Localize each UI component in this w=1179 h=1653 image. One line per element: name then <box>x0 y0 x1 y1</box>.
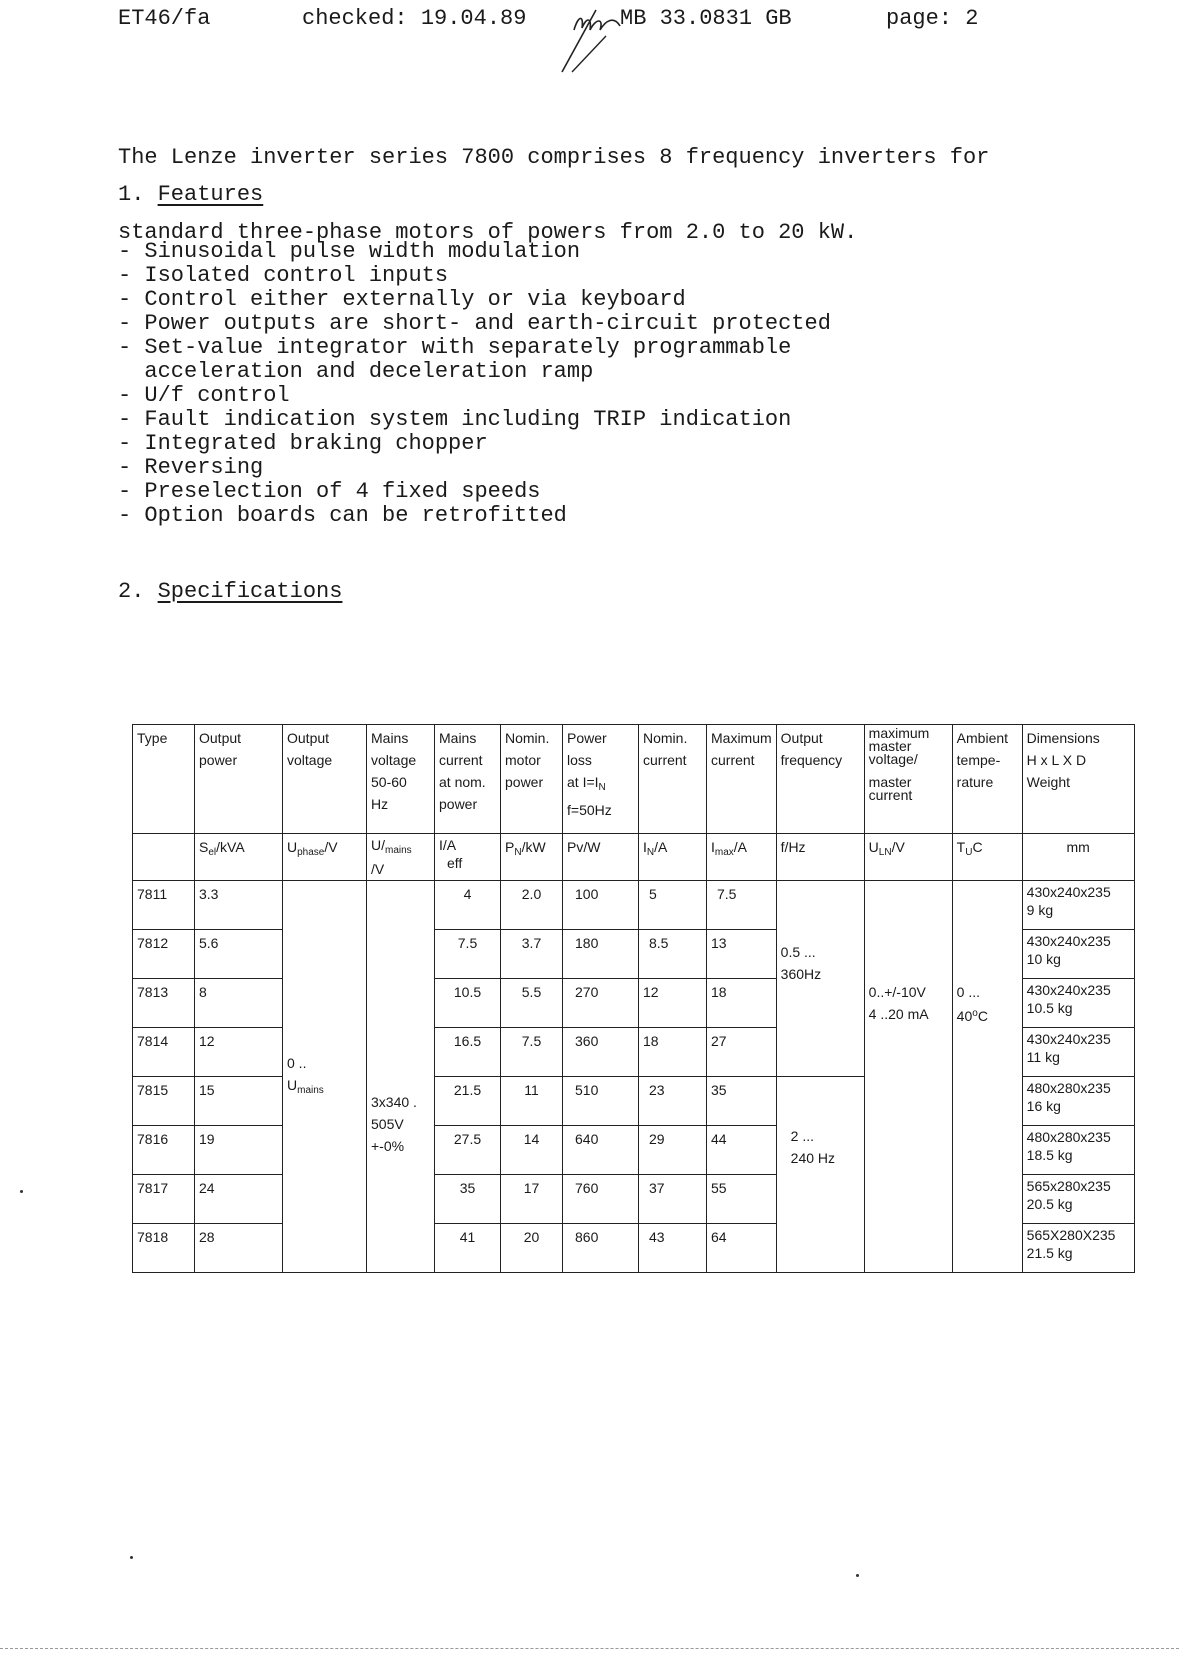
list-item: - Preselection of 4 fixed speeds <box>118 479 541 504</box>
cell-mains-current: 21.5 <box>435 1077 501 1126</box>
cell-dimensions: 565X280X235 21.5 kg <box>1022 1224 1134 1273</box>
cell-output-power: 3.3 <box>195 881 283 930</box>
cell-dimensions: 430x240x235 10 kg <box>1022 930 1134 979</box>
cell-dimensions: 430x240x235 10.5 kg <box>1022 979 1134 1028</box>
checked-date: checked: 19.04.89 <box>302 6 527 31</box>
cell-maximum-current: 7.5 <box>707 881 777 930</box>
cell-maximum-current: 64 <box>707 1224 777 1273</box>
cell-motor-power: 14 <box>501 1126 563 1175</box>
cell-master-voltage-merged: 0..+/-10V 4 ..20 mA <box>864 881 952 1273</box>
cell-mains-current: 16.5 <box>435 1028 501 1077</box>
features-list <box>118 240 831 528</box>
cell-output-voltage-merged: 0 .. $U_{mains}$ <box>283 881 367 1273</box>
table-row <box>133 881 1135 930</box>
cell-motor-power: 2.0 <box>501 881 563 930</box>
cell-type: 7811 <box>133 881 195 930</box>
list-item: - Power outputs are short- and earth-circuit protected <box>118 311 831 336</box>
page-number: page: 2 <box>886 6 979 31</box>
cell-nominal-current: 23 <box>639 1077 707 1126</box>
cell-nominal-current: 12 <box>639 979 707 1028</box>
cell-mains-current: 7.5 <box>435 930 501 979</box>
list-item: - U/f control <box>118 383 290 408</box>
unit-power-loss: Pv/W <box>563 834 639 881</box>
unit-mains-voltage: $U/_{mains}$ /V <box>367 834 435 881</box>
cell-power-loss: 270 <box>563 979 639 1028</box>
header-type: Type <box>133 725 195 834</box>
list-item: - Option boards can be retrofitted <box>118 503 567 528</box>
cell-type: 7814 <box>133 1028 195 1077</box>
unit-master-voltage: $U_{LN}/V$ <box>864 834 952 881</box>
table-units-row <box>133 834 1135 881</box>
cell-mains-current: 4 <box>435 881 501 930</box>
cell-output-power: 19 <box>195 1126 283 1175</box>
cell-type: 7817 <box>133 1175 195 1224</box>
unit-mains-current: I/A eff <box>435 834 501 881</box>
header-power-loss: Power loss at $I=I_N$ f=50Hz <box>563 725 639 834</box>
cell-output-frequency-low: 0.5 ... 360Hz <box>776 881 864 1077</box>
list-item: - Set-value integrator with separately programmable <box>118 335 792 360</box>
cell-type: 7813 <box>133 979 195 1028</box>
specifications-title: Specifications <box>157 579 343 604</box>
cell-type: 7816 <box>133 1126 195 1175</box>
cell-maximum-current: 55 <box>707 1175 777 1224</box>
cell-maximum-current: 27 <box>707 1028 777 1077</box>
header-ambient-temperature: Ambient tempe- rature <box>952 725 1022 834</box>
cell-mains-current: 27.5 <box>435 1126 501 1175</box>
cell-output-frequency-high: 2 ... 240 Hz <box>776 1077 864 1273</box>
scan-speck <box>20 1190 23 1193</box>
unit-output-voltage: $U_{phase}/V$ <box>283 834 367 881</box>
specifications-heading <box>118 579 342 604</box>
intro-line-1: The Lenze inverter series 7800 comprises 8 frequency inverters for <box>118 145 990 170</box>
cell-nominal-current: 43 <box>639 1224 707 1273</box>
cell-mains-current: 35 <box>435 1175 501 1224</box>
cell-dimensions: 480x280x235 16 kg <box>1022 1077 1134 1126</box>
cell-output-power: 24 <box>195 1175 283 1224</box>
unit-ambient-temperature: $T_UC$ <box>952 834 1022 881</box>
header-master-voltage: maximum master voltage/ master current <box>864 725 952 834</box>
cell-nominal-current: 29 <box>639 1126 707 1175</box>
cell-type: 7812 <box>133 930 195 979</box>
document-reference: MB 33.0831 GB <box>620 6 792 31</box>
unit-output-power: $S_{el}$/kVA <box>195 834 283 881</box>
unit-type <box>133 834 195 881</box>
list-item: acceleration and deceleration ramp <box>118 359 594 384</box>
cell-dimensions: 565x280x235 20.5 kg <box>1022 1175 1134 1224</box>
header-maximum-current: Maximum current <box>707 725 777 834</box>
cell-dimensions: 480x280x235 18.5 kg <box>1022 1126 1134 1175</box>
cell-mains-voltage-merged: 3x340 . 505V +-0% <box>367 881 435 1273</box>
cell-motor-power: 3.7 <box>501 930 563 979</box>
cell-motor-power: 7.5 <box>501 1028 563 1077</box>
specifications-number: 2. <box>118 579 145 604</box>
cell-nominal-current: 18 <box>639 1028 707 1077</box>
cell-maximum-current: 35 <box>707 1077 777 1126</box>
cell-nominal-current: 8.5 <box>639 930 707 979</box>
header-motor-power: Nomin. motor power <box>501 725 563 834</box>
cell-output-power: 5.6 <box>195 930 283 979</box>
features-title: Features <box>157 182 264 207</box>
list-item: - Isolated control inputs <box>118 263 449 288</box>
specifications-table <box>132 724 1135 1273</box>
unit-maximum-current: $I_{max}/A$ <box>707 834 777 881</box>
unit-dimensions: mm <box>1022 834 1134 881</box>
cell-output-power: 15 <box>195 1077 283 1126</box>
cell-motor-power: 20 <box>501 1224 563 1273</box>
cell-motor-power: 11 <box>501 1077 563 1126</box>
unit-motor-power: $P_N/kW$ <box>501 834 563 881</box>
cell-mains-current: 10.5 <box>435 979 501 1028</box>
features-heading <box>118 182 263 207</box>
cell-power-loss: 860 <box>563 1224 639 1273</box>
cell-nominal-current: 5 <box>639 881 707 930</box>
cell-ambient-temperature-merged: 0 ... 40$^o$C <box>952 881 1022 1273</box>
cell-power-loss: 760 <box>563 1175 639 1224</box>
scan-speck <box>856 1574 859 1577</box>
intro-line-2: standard three-phase motors of powers from 2.0 to 20 kW. <box>118 220 858 245</box>
header-nominal-current: Nomin. current <box>639 725 707 834</box>
cell-output-power: 12 <box>195 1028 283 1077</box>
cell-power-loss: 510 <box>563 1077 639 1126</box>
list-item: - Control either externally or via keyboard <box>118 287 686 312</box>
cell-output-power: 28 <box>195 1224 283 1273</box>
cell-nominal-current: 37 <box>639 1175 707 1224</box>
cell-power-loss: 180 <box>563 930 639 979</box>
doc-id: ET46/fa <box>118 6 211 31</box>
list-item: - Integrated braking chopper <box>118 431 488 456</box>
unit-output-frequency: f/Hz <box>776 834 864 881</box>
cell-maximum-current: 18 <box>707 979 777 1028</box>
cell-maximum-current: 13 <box>707 930 777 979</box>
cell-type: 7818 <box>133 1224 195 1273</box>
cell-motor-power: 17 <box>501 1175 563 1224</box>
features-number: 1. <box>118 182 145 207</box>
cell-power-loss: 640 <box>563 1126 639 1175</box>
scan-speck <box>130 1556 133 1559</box>
cell-type: 7815 <box>133 1077 195 1126</box>
cell-power-loss: 100 <box>563 881 639 930</box>
list-item: - Reversing <box>118 455 264 480</box>
header-output-frequency: Output frequency <box>776 725 864 834</box>
unit-nominal-current: $I_N/A$ <box>639 834 707 881</box>
page-header <box>0 6 1179 46</box>
header-dimensions: Dimensions H x L X D Weight <box>1022 725 1134 834</box>
header-output-voltage: Output voltage <box>283 725 367 834</box>
cell-maximum-current: 44 <box>707 1126 777 1175</box>
cell-mains-current: 41 <box>435 1224 501 1273</box>
cell-output-power: 8 <box>195 979 283 1028</box>
list-item: - Sinusoidal pulse width modulation <box>118 239 581 264</box>
scan-edge-line <box>0 1648 1179 1649</box>
list-item: - Fault indication system including TRIP indication <box>118 407 792 432</box>
cell-power-loss: 360 <box>563 1028 639 1077</box>
header-mains-current: Mains current at nom. power <box>435 725 501 834</box>
table-header-row <box>133 725 1135 834</box>
cell-dimensions: 430x240x235 9 kg <box>1022 881 1134 930</box>
header-output-power: Output power <box>195 725 283 834</box>
cell-motor-power: 5.5 <box>501 979 563 1028</box>
header-mains-voltage: Mains voltage 50-60 Hz <box>367 725 435 834</box>
cell-dimensions: 430x240x235 11 kg <box>1022 1028 1134 1077</box>
